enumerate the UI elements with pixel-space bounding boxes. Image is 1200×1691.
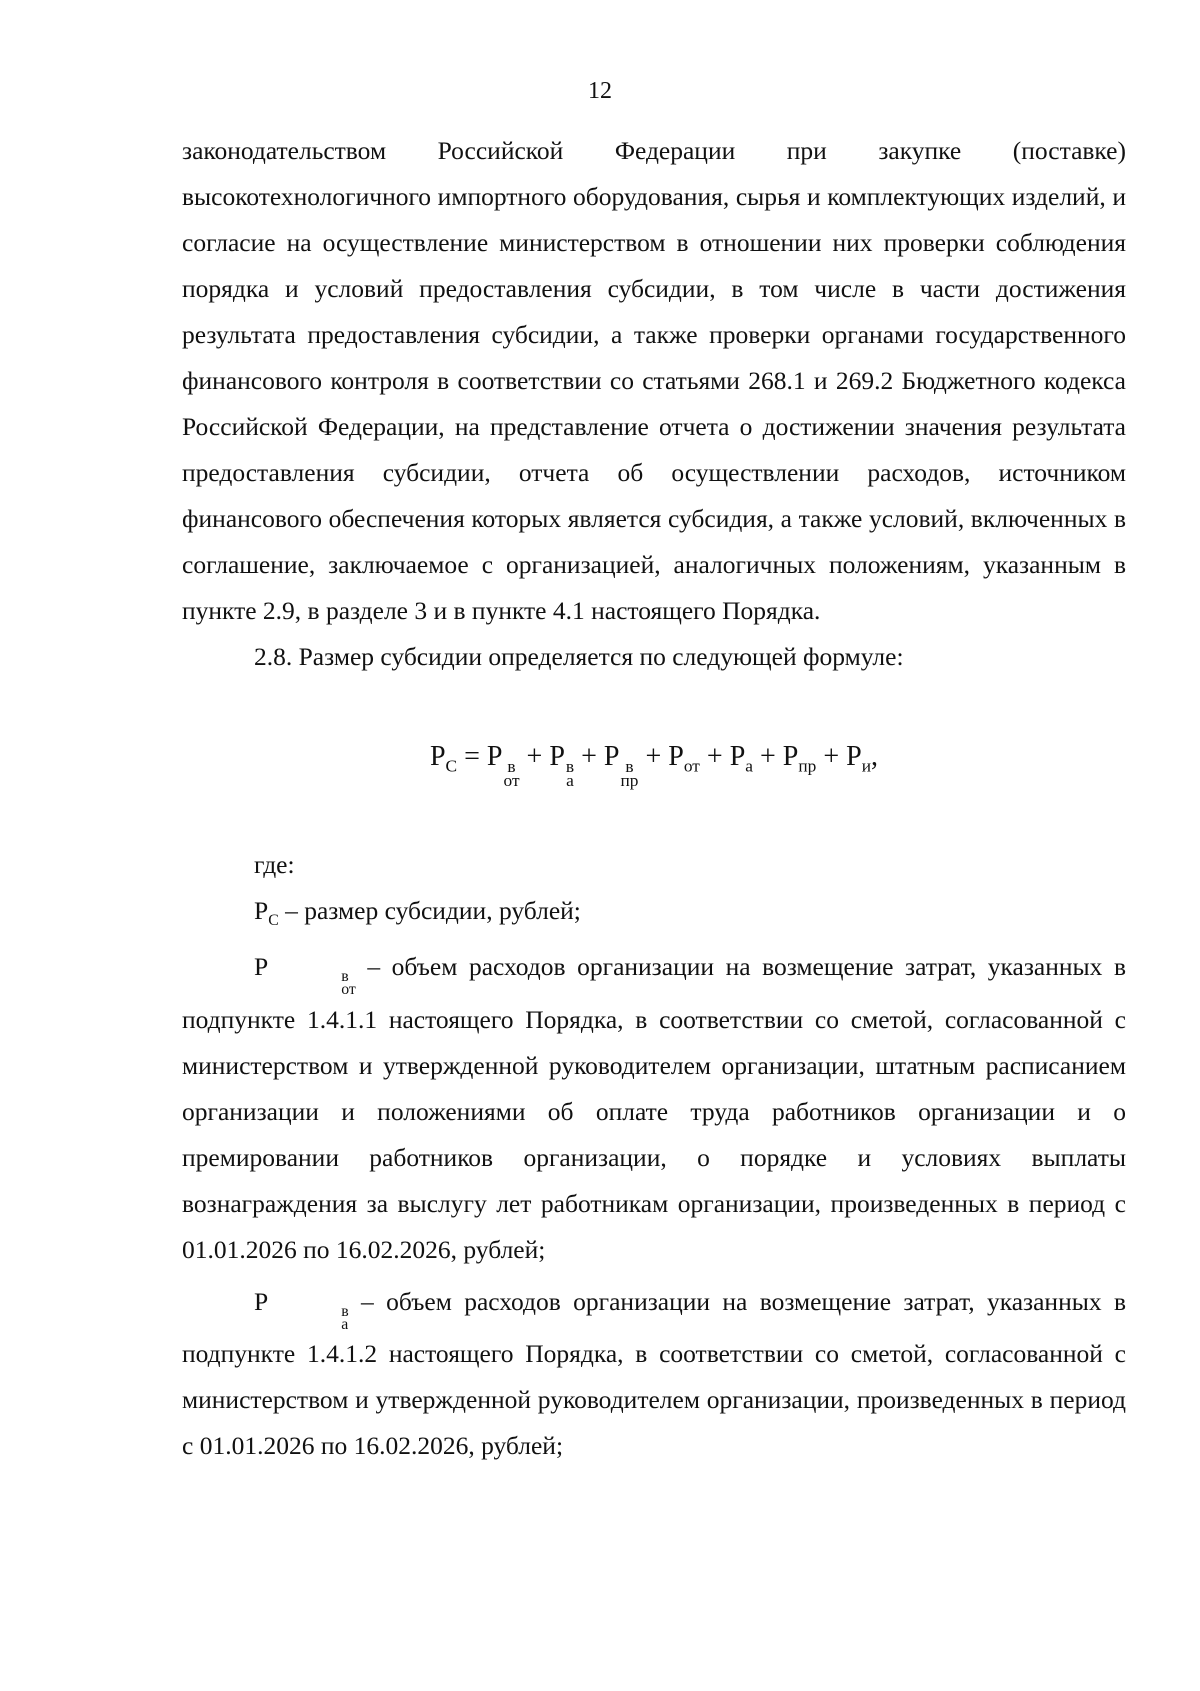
paragraph-2-8: 2.8. Размер субсидии определяется по следующей формуле: (254, 642, 904, 671)
formula-term-p-pr: $P_{пр}$ (782, 741, 817, 776)
page-number: 12 (588, 78, 612, 104)
paragraph-consent: законодательством Российской Федерации при закупке (поставке) высокотехнологичного импортного оборудования, сырья и комплектующих изделий, и согласие на осуществление министерством в отношении них проверки соблюдения порядка и условий предоставления субсидии, в том числе в части достижения результата предоставления субсидии, а также проверки органами государственного финансового контроля в соответствии со статьями 268.1 и 269.2 Бюджетного кодекса Российской Федерации, на представление отчета о достижении значения результата предоставления субсидии, отчета об осуществлении расходов, источником финансового обеспечения которых является субсидия, а также условий, включенных в соглашение, заключаемое с организацией, аналогичных положениям, указанным в пункте 2.9, в разделе 3 и в пункте 4.1 настоящего Порядка. (182, 136, 1126, 625)
symbol-pc: $P_С$ (254, 895, 279, 929)
formula-term-pc: $P_С$ (429, 741, 458, 776)
document-body (182, 128, 1126, 1469)
formula-term-p-a: $P_а$ (729, 741, 753, 776)
formula-term-p-pr-v: P в пр (603, 741, 639, 791)
definition-pc: $P_С$ – размер субсидии, рублей; (254, 895, 581, 929)
formula-term-p-a-v: P в а (549, 741, 575, 791)
formula-term-p-i: $P_и$ (846, 741, 872, 776)
definition-p-ot-v: P в от – объем расходов организации на возмещение затрат, указанных в подпункте 1.4.1.1 настоящего Порядка, в соответствии со сметой, согласованной с министерством и утвержденной руководителем организации, штатным расписанием организации и положениями об оплате труда работников организации и о премировании работников организации, о порядке и условиях выплаты вознаграждения за выслугу лет работникам организации, произведенных в период с 01.01.2026 по 16.02.2026, рублей; (182, 951, 1126, 1264)
symbol-p-a-v: P в а (254, 1286, 349, 1333)
formula-term-p-ot-v: P в от (486, 741, 520, 791)
formula-term-p-ot: $P_{от}$ (668, 741, 700, 776)
symbol-p-ot-v: P в от (254, 951, 356, 999)
definition-p-a-v: P в а – объем расходов организации на возмещение затрат, указанных в подпункте 1.4.1.2 настоящего Порядка, в соответствии со сметой, согласованной с министерством и утвержденной руководителем организации, произведенных в период с 01.01.2026 по 16.02.2026, рублей; (182, 1286, 1126, 1461)
where-label: где: (254, 849, 295, 879)
subsidy-formula: $P_С = P$ в от + P в а + P в пр + $P_{от} + P_а + P_{пр} + P_и$, (429, 741, 879, 791)
